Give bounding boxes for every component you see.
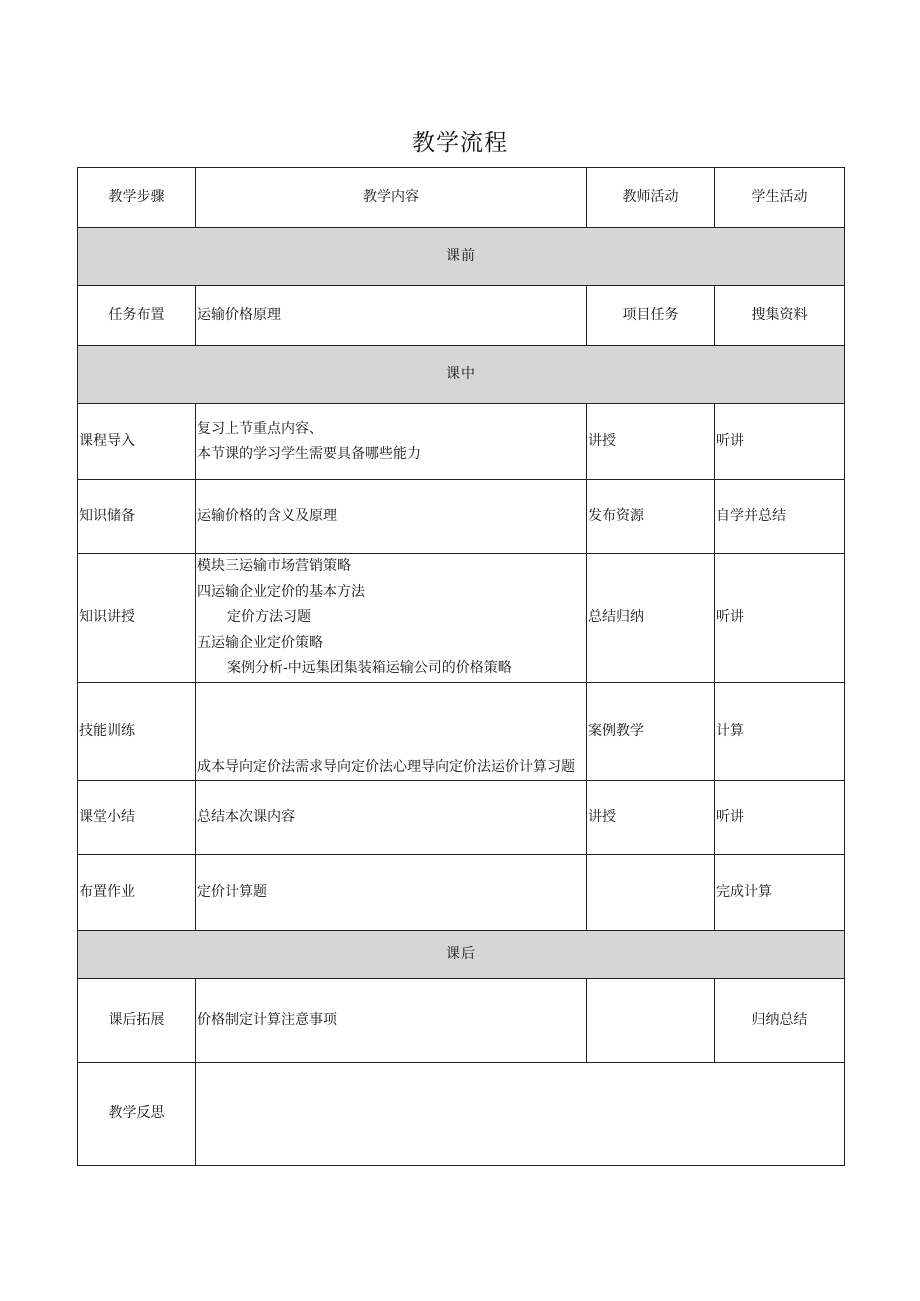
row-summary-step: 课堂小结: [78, 780, 196, 854]
table-row: [78, 1062, 845, 1165]
row-task-student: 搜集资料: [715, 286, 845, 346]
row-teach-content-line: 模块三运输市场营销策略: [197, 558, 351, 574]
table-row: [78, 554, 845, 683]
row-skill-student: 计算: [715, 682, 845, 780]
row-teach-content-line: 案例分析-中远集团集装箱运输公司的价格策略: [227, 660, 512, 676]
row-task-content: 运输价格原理: [196, 286, 587, 346]
row-intro-content-line: 本节课的学习学生需要具备哪些能力: [197, 445, 421, 462]
table-row: [78, 404, 845, 480]
table-row: [78, 780, 845, 854]
section-before-label: 课前: [78, 228, 845, 286]
row-intro-content: [196, 404, 587, 480]
row-teach-content-line: 定价方法习题: [227, 609, 311, 625]
page-title: 教学流程: [412, 130, 508, 156]
table-row: [78, 682, 845, 780]
row-prep-student: 自学并总结: [715, 480, 845, 554]
row-teach-step: 知识讲授: [78, 554, 196, 683]
table-row: [78, 480, 845, 554]
row-extend-step: 课后拓展: [78, 978, 196, 1062]
table-row: [78, 978, 845, 1062]
header-content: 教学内容: [196, 168, 587, 228]
row-prep-teacher: 发布资源: [587, 480, 715, 554]
row-homework-teacher: [587, 854, 715, 930]
row-extend-teacher: [587, 978, 715, 1062]
row-teach-teacher: 总结归纳: [587, 554, 715, 683]
row-homework-step: 布置作业: [78, 854, 196, 930]
row-teach-content-line: 四运输企业定价的基本方法: [197, 583, 365, 600]
row-prep-content: 运输价格的含义及原理: [196, 480, 587, 554]
row-extend-student: 归纳总结: [715, 978, 845, 1062]
row-summary-student: 听讲: [715, 780, 845, 854]
section-row-during: [78, 346, 845, 404]
row-intro-content-line: 复习上节重点内容、: [197, 420, 323, 437]
row-teach-content-line: 五运输企业定价策略: [197, 634, 323, 651]
row-intro-step: 课程导入: [78, 404, 196, 480]
section-after-label: 课后: [78, 930, 845, 978]
row-task-step: 任务布置: [78, 286, 196, 346]
section-during-label: 课中: [78, 346, 845, 404]
row-reflect-content: [196, 1062, 845, 1165]
row-summary-teacher: 讲授: [587, 780, 715, 854]
row-reflect-step: 教学反思: [78, 1062, 196, 1165]
header-step: 教学步骤: [78, 168, 196, 228]
row-skill-teacher: 案例教学: [587, 682, 715, 780]
header-teacher: 教师活动: [587, 168, 715, 228]
row-summary-content: 总结本次课内容: [196, 780, 587, 854]
row-intro-student: 听讲: [715, 404, 845, 480]
row-teach-student: 听讲: [715, 554, 845, 683]
row-teach-content: [196, 554, 587, 683]
row-prep-step: 知识储备: [78, 480, 196, 554]
section-row-before: [78, 228, 845, 286]
teaching-flow-table: [77, 167, 845, 1166]
row-extend-content: 价格制定计算注意事项: [196, 978, 587, 1062]
row-skill-step: 技能训练: [78, 682, 196, 780]
row-skill-content: 成本导向定价法需求导向定价法心理导向定价法运价计算习题: [196, 682, 587, 780]
header-student: 学生活动: [715, 168, 845, 228]
header-row: [78, 168, 845, 228]
table-row: [78, 854, 845, 930]
row-homework-student: 完成计算: [715, 854, 845, 930]
row-intro-teacher: 讲授: [587, 404, 715, 480]
section-row-after: [78, 930, 845, 978]
table-row: [78, 286, 845, 346]
row-homework-content: 定价计算题: [196, 854, 587, 930]
row-task-teacher: 项目任务: [587, 286, 715, 346]
